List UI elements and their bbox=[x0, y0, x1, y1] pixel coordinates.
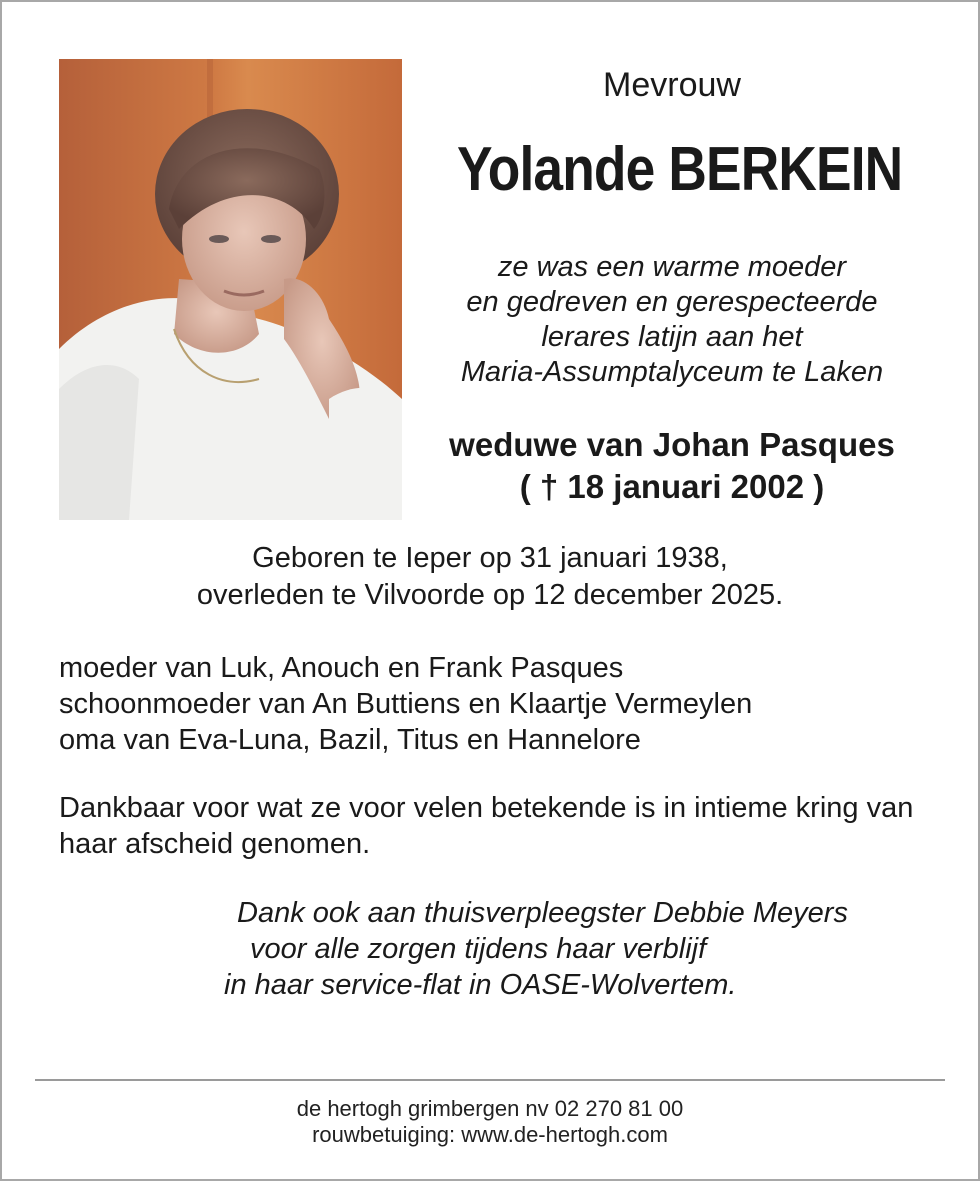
salutation: Mevrouw bbox=[603, 66, 741, 104]
grateful-text: Dankbaar voor wat ze voor velen betekende is in intieme kring van haar afscheid genomen. bbox=[59, 792, 914, 860]
deceased-name: Yolande BERKEIN bbox=[457, 135, 903, 204]
family-list bbox=[59, 650, 939, 758]
tribute-text bbox=[422, 250, 922, 390]
tribute-line: en gedreven en gerespecteerde bbox=[466, 286, 878, 318]
thanks-line: Dank ook aan thuisverpleegster Debbie Meyers bbox=[237, 897, 848, 929]
widow-date-line: ( † 18 januari 2002 ) bbox=[519, 468, 825, 505]
died-line: overleden te Vilvoorde op 12 december 2025. bbox=[196, 579, 784, 611]
funeral-home-footer bbox=[2, 1096, 978, 1148]
portrait-image bbox=[59, 59, 402, 520]
tribute-line: Maria-Assumptalyceum te Laken bbox=[460, 356, 884, 388]
born-line: Geboren te Ieper op 31 januari 1938, bbox=[252, 542, 728, 574]
funeral-home-contact: de hertogh grimbergen nv 02 270 81 00 bbox=[296, 1096, 684, 1121]
birth-death-text bbox=[2, 540, 978, 614]
family-line: schoonmoeder van An Buttiens en Klaartje Vermeylen bbox=[59, 688, 753, 720]
tribute-line: lerares latijn aan het bbox=[541, 321, 803, 353]
family-line: oma van Eva-Luna, Bazil, Titus en Hannelore bbox=[59, 724, 641, 756]
portrait-photo bbox=[59, 59, 402, 520]
widow-line: weduwe van Johan Pasques bbox=[449, 426, 895, 463]
tribute-line: ze was een warme moeder bbox=[497, 251, 847, 283]
thanks-line: voor alle zorgen tijdens haar verblijf bbox=[250, 933, 707, 965]
footer-divider bbox=[35, 1079, 945, 1081]
thanks-line: in haar service-flat in OASE-Wolvertem. bbox=[224, 969, 737, 1001]
family-line: moeder van Luk, Anouch en Frank Pasques bbox=[59, 652, 624, 684]
thanks-text bbox=[202, 895, 902, 1003]
widow-block bbox=[422, 424, 922, 508]
condolence-website: rouwbetuiging: www.de-hertogh.com bbox=[312, 1122, 668, 1147]
